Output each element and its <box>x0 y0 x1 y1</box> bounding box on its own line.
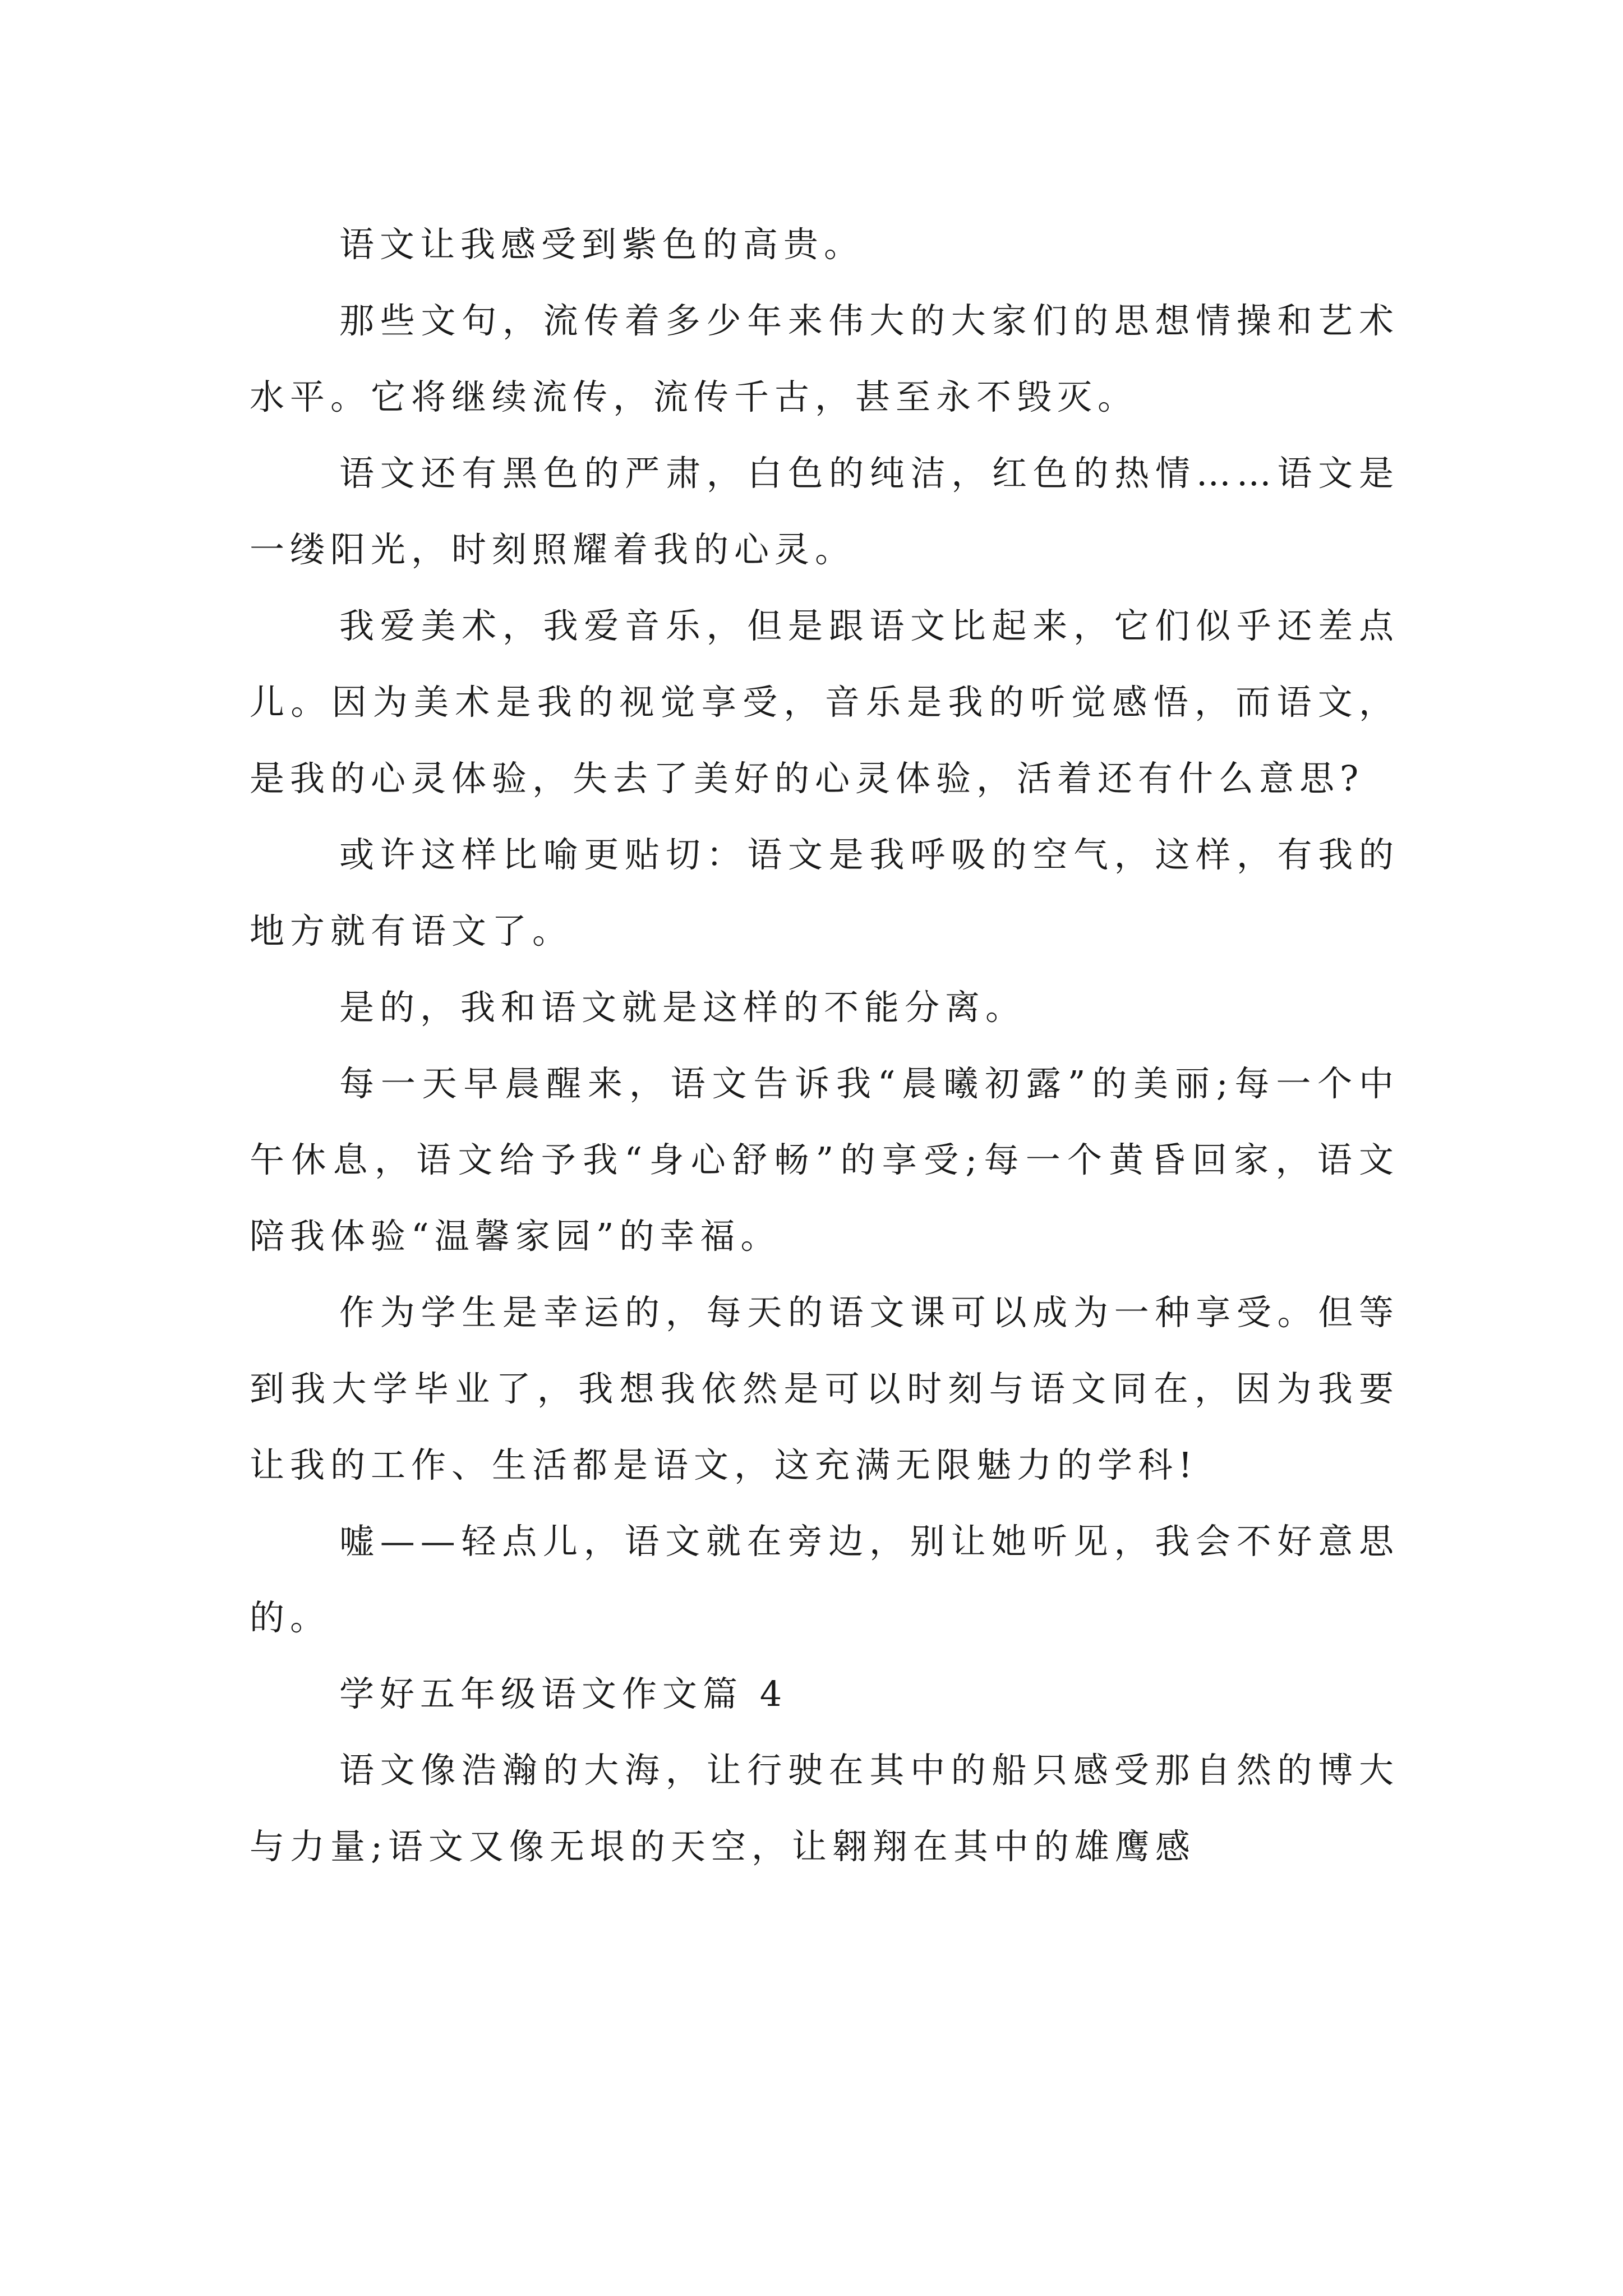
paragraph: 那些文句，流传着多少年来伟大的大家们的思想情操和艺术水平。它将继续流传，流传千古，甚至永不毁灭。 <box>250 300 1399 417</box>
paragraph: 语文让我感受到紫色的高贵。 <box>339 224 865 265</box>
paragraph: 每一天早晨醒来，语文告诉我“晨曦初露”的美丽;每一个中午休息，语文给予我“身心舒畅”的享受;每一个黄昏回家，语文陪我体验“温馨家园”的幸福。 <box>250 1063 1399 1257</box>
paragraph: 语文像浩瀚的大海，让行驶在其中的船只感受那自然的博大与力量;语文又像无垠的天空，让翱翔在其中的雄鹰感 <box>250 1750 1399 1867</box>
paragraph: 嘘——轻点儿，语文就在旁边，别让她听见，我会不好意思的。 <box>250 1521 1399 1638</box>
paragraph: 我爱美术，我爱音乐，但是跟语文比起来，它们似乎还差点儿。因为美术是我的视觉享受，音乐是我的听觉感悟，而语文，是我的心灵体验，失去了美好的心灵体验，活着还有什么意思? <box>250 605 1399 799</box>
document-body <box>250 206 1399 1885</box>
paragraph: 语文还有黑色的严肃，白色的纯洁，红色的热情……语文是一缕阳光，时刻照耀着我的心灵。 <box>250 453 1399 570</box>
section-heading: 学好五年级语文作文篇 4 <box>339 1673 788 1714</box>
paragraph: 或许这样比喻更贴切：语文是我呼吸的空气，这样，有我的地方就有语文了。 <box>250 834 1399 951</box>
paragraph: 是的，我和语文就是这样的不能分离。 <box>339 987 1026 1028</box>
paragraph: 作为学生是幸运的，每天的语文课可以成为一种享受。但等到我大学毕业了，我想我依然是可以时刻与语文同在，因为我要让我的工作、生活都是语文，这充满无限魅力的学科! <box>250 1292 1399 1485</box>
